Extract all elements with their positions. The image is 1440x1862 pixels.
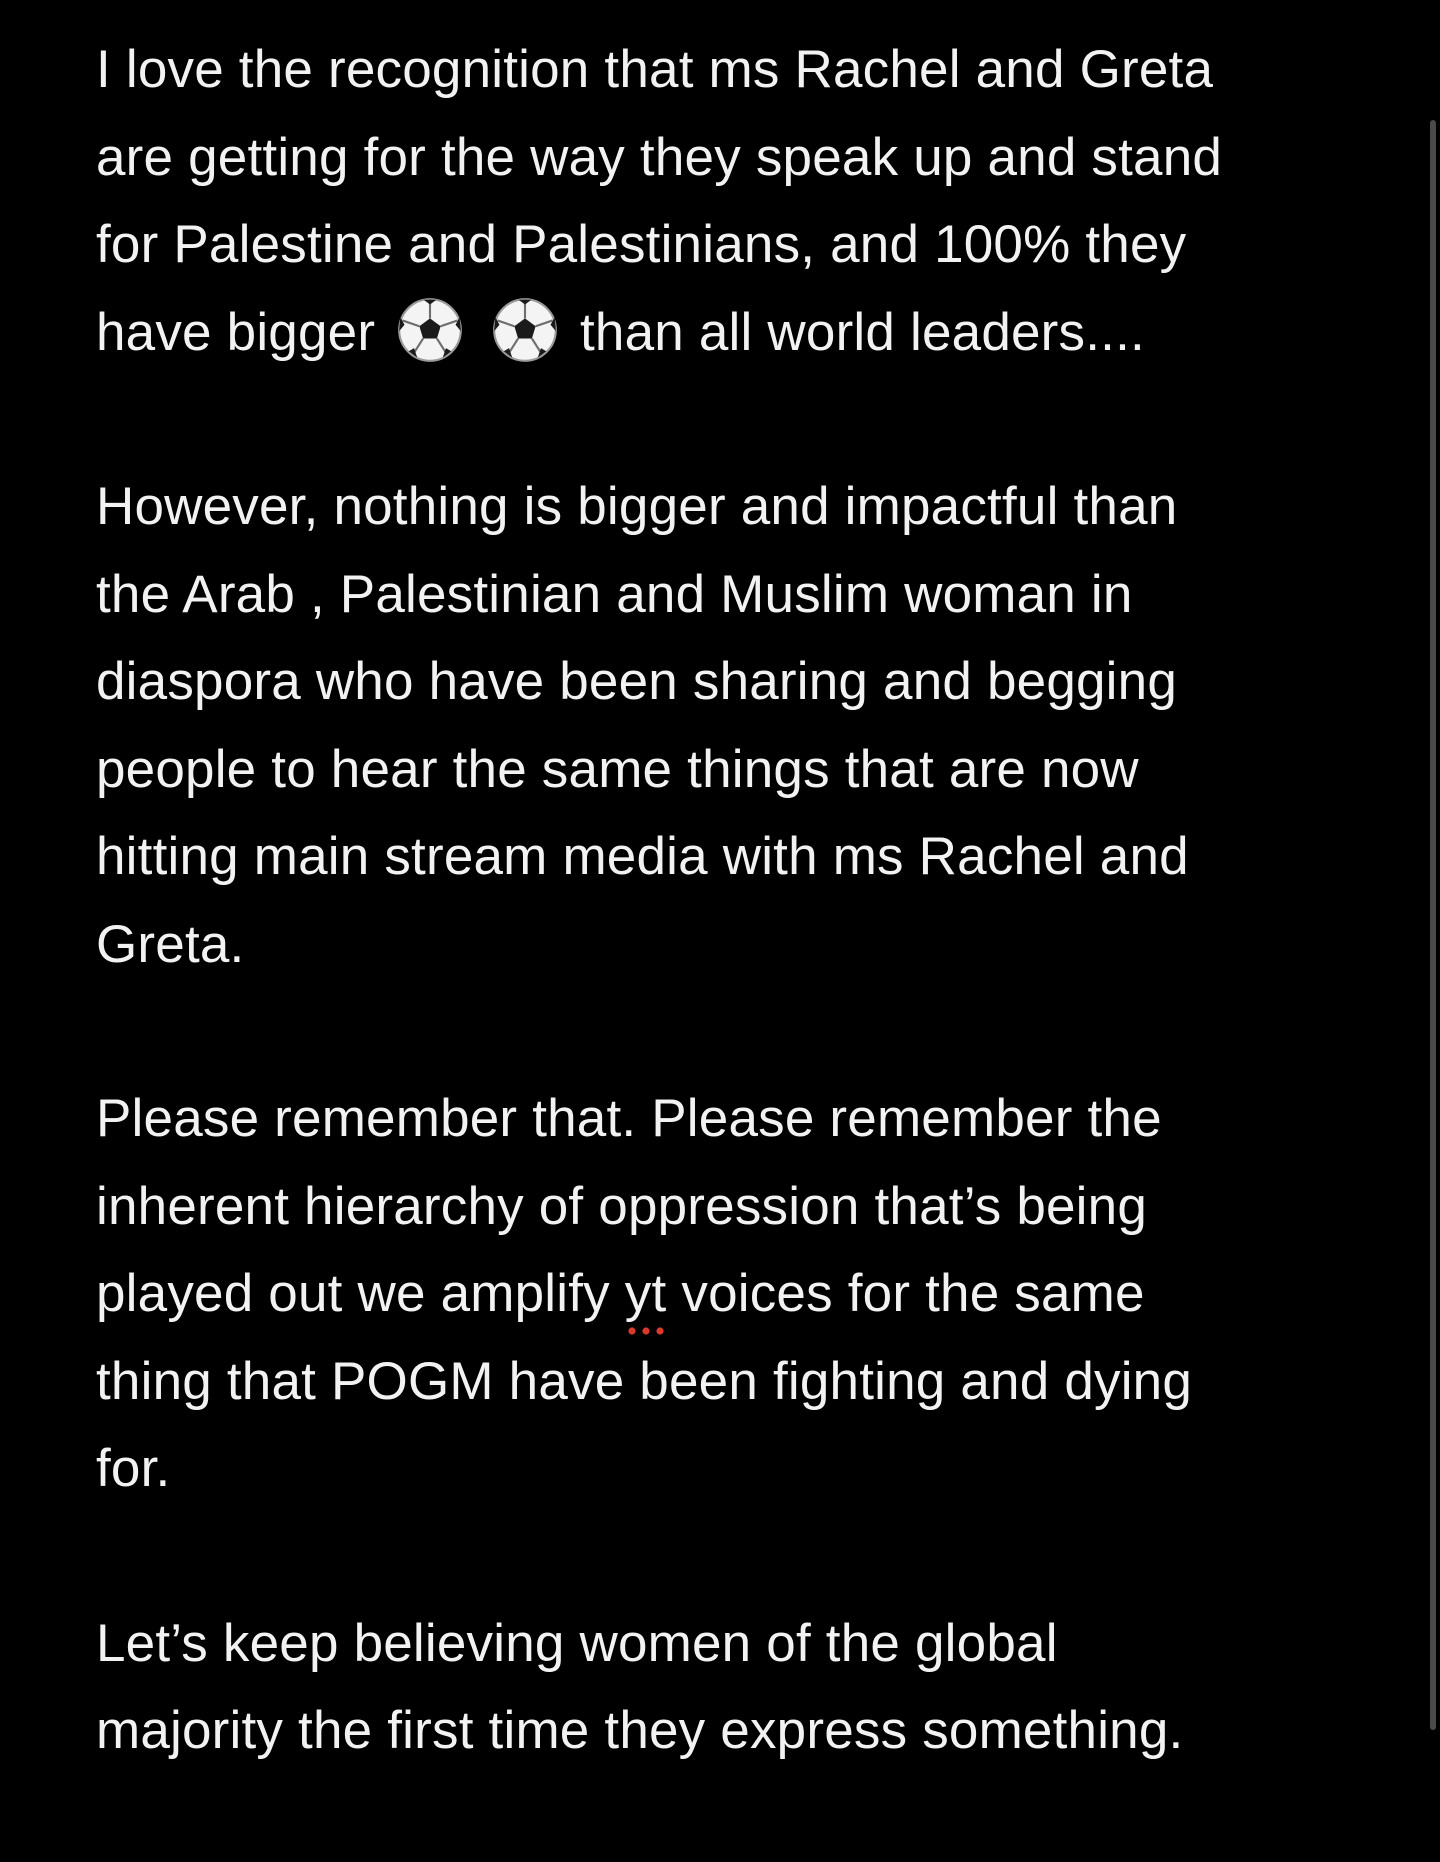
text-line: Please remember that. Please remember the — [96, 1089, 1162, 1148]
text-line: hitting main stream media with ms Rachel and — [96, 827, 1189, 886]
text-line: people to hear the same things that are now — [96, 739, 1139, 799]
text-line: I love the recognition that ms Rachel and Greta — [96, 40, 1214, 99]
text-line: Greta. — [96, 914, 245, 974]
scroll-indicator[interactable] — [1430, 120, 1436, 1730]
paragraph-4 — [96, 1600, 1396, 1775]
text-line: for. — [96, 1439, 171, 1498]
text-line: diaspora who have been sharing and begging — [96, 652, 1178, 711]
text-line: thing that POGM have been fighting and dying — [96, 1351, 1193, 1411]
spellcheck-line — [96, 1250, 1396, 1338]
note-body[interactable] — [96, 26, 1396, 1862]
text-fragment: played out we amplify — [96, 1264, 625, 1323]
paragraph-2 — [96, 463, 1396, 988]
text-fragment: than all world leaders.... — [580, 302, 1145, 362]
soccer-ball-icon — [491, 296, 559, 364]
paragraph-1 — [96, 26, 1396, 376]
text-line: However, nothing is bigger and impactful than — [96, 477, 1178, 536]
emoji-line — [96, 289, 1396, 377]
misspelled-word[interactable] — [625, 1250, 667, 1338]
text-fragment: voices for the same — [666, 1264, 1145, 1323]
text-fragment: have bigger — [96, 302, 376, 362]
misspelled-word-text: yt — [624, 1264, 667, 1323]
text-line: Let’s keep believing women of the global — [96, 1613, 1058, 1673]
text-line: the Arab , Palestinian and Muslim woman in — [96, 564, 1133, 624]
paragraph-3 — [96, 1075, 1396, 1513]
spellcheck-dots-icon — [625, 1326, 667, 1336]
text-line: inherent hierarchy of oppression that’s being — [96, 1176, 1148, 1236]
text-line: are getting for the way they speak up and stand — [96, 127, 1223, 187]
text-line: majority the first time they express something. — [96, 1701, 1184, 1760]
soccer-ball-icon — [396, 296, 464, 364]
text-line: for Palestine and Palestinians, and 100% they — [96, 215, 1187, 274]
